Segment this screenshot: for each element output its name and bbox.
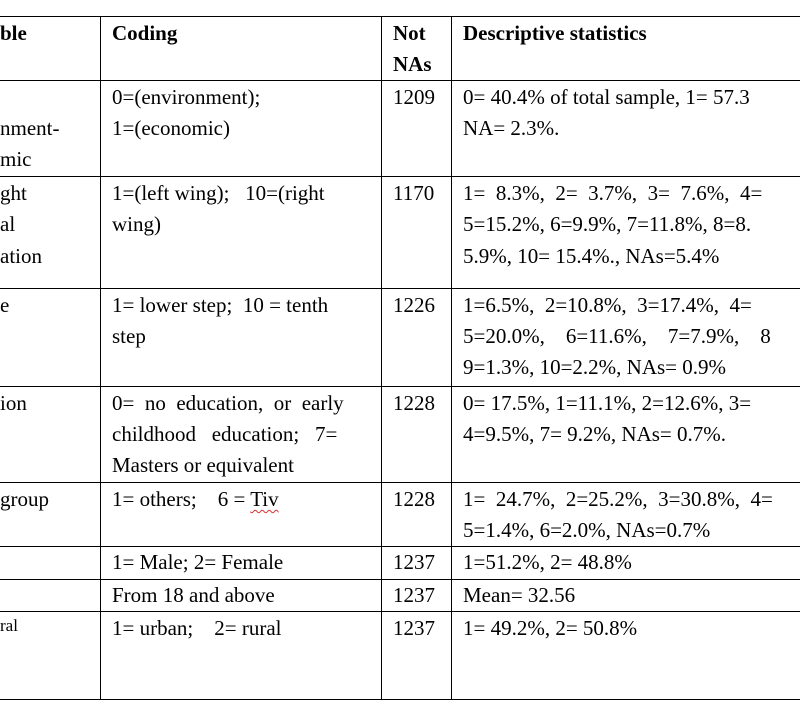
row-1-variable-line-3: mic xyxy=(0,147,32,171)
table-rule-col-3 xyxy=(451,16,452,700)
row-8-stats-line-1: 1= 49.2%, 2= 50.8% xyxy=(463,616,638,640)
row-4-variable-line-1: ion xyxy=(0,391,27,415)
row-5-variable-line-1: group xyxy=(0,487,49,511)
row-1-stats-line-1: 0= 40.4% of total sample, 1= 57.3 xyxy=(463,85,750,109)
row-2-coding-line-2: wing) xyxy=(112,212,161,236)
table-rule-col-2 xyxy=(381,16,382,700)
row-2-variable-line-1: ght xyxy=(0,181,27,205)
row-4-coding-line-3: Masters or equivalent xyxy=(112,453,294,477)
row-2-stats-line-2: 5=15.2%, 6=9.9%, 7=11.8%, 8=8. xyxy=(463,212,752,236)
table-rule-row-4 xyxy=(0,482,800,483)
row-7-coding-line-1: From 18 and above xyxy=(112,583,275,607)
row-5-coding-prefix: 1= others; 6 = xyxy=(112,487,251,511)
row-5-stats-line-1: 1= 24.7%, 2=25.2%, 3=30.8%, 4= xyxy=(463,487,773,511)
table-rule-top xyxy=(0,16,800,17)
row-6-count: 1237 xyxy=(393,550,435,574)
row-8-coding-line-1: 1= urban; 2= rural xyxy=(112,616,282,640)
row-3-variable-line-1: e xyxy=(0,293,10,317)
row-4-stats-line-1: 0= 17.5%, 1=11.1%, 2=12.6%, 3= xyxy=(463,391,752,415)
row-4-coding-line-1: 0= no education, or early xyxy=(112,391,344,415)
row-8-variable-line-1: ral xyxy=(0,616,18,635)
header-not-nas-line-1: Not xyxy=(393,21,426,45)
row-2-variable-line-2: al xyxy=(0,212,16,236)
row-5-coding-tiv-word: Tiv xyxy=(250,487,279,511)
row-1-stats-line-2: NA= 2.3%. xyxy=(463,116,560,140)
row-1-count: 1209 xyxy=(393,85,435,109)
row-1-coding-line-1: 0=(environment); xyxy=(112,85,261,109)
row-4-stats-line-2: 4=9.5%, 7= 9.2%, NAs= 0.7%. xyxy=(463,422,727,446)
table-rule-row-2 xyxy=(0,288,800,289)
row-7-count: 1237 xyxy=(393,583,435,607)
row-5-stats-line-2: 5=1.4%, 6=2.0%, NAs=0.7% xyxy=(463,518,711,542)
row-2-count: 1170 xyxy=(393,181,435,205)
row-8-count: 1237 xyxy=(393,616,435,640)
row-3-coding-line-2: step xyxy=(112,324,146,348)
row-3-stats-line-3: 9=1.3%, 10=2.2%, NAs= 0.9% xyxy=(463,355,727,379)
table-rule-row-1 xyxy=(0,176,800,177)
row-6-coding-line-1: 1= Male; 2= Female xyxy=(112,550,284,574)
row-2-stats-line-1: 1= 8.3%, 2= 3.7%, 3= 7.6%, 4= xyxy=(463,181,763,205)
row-7-stats-line-1: Mean= 32.56 xyxy=(463,583,576,607)
row-2-stats-line-3: 5.9%, 10= 15.4%., NAs=5.4% xyxy=(463,244,720,268)
row-6-stats-line-1: 1=51.2%, 2= 48.8% xyxy=(463,550,632,574)
row-4-coding-line-2: childhood education; 7= xyxy=(112,422,338,446)
row-1-variable-line-2: nment- xyxy=(0,116,60,140)
row-3-coding-line-1: 1= lower step; 10 = tenth xyxy=(112,293,329,317)
row-3-stats-line-1: 1=6.5%, 2=10.8%, 3=17.4%, 4= xyxy=(463,293,752,317)
row-1-coding-line-2: 1=(economic) xyxy=(112,116,230,140)
table-rule-row-3 xyxy=(0,386,800,387)
row-3-stats-line-2: 5=20.0%, 6=11.6%, 7=7.9%, 8 xyxy=(463,324,771,348)
table-rule-col-1 xyxy=(100,16,101,700)
table-rule-bottom xyxy=(0,699,800,700)
row-5-count: 1228 xyxy=(393,487,435,511)
row-4-count: 1228 xyxy=(393,391,435,415)
header-descriptive-statistics: Descriptive statistics xyxy=(463,21,647,45)
row-2-coding-line-1: 1=(left wing); 10=(right xyxy=(112,181,325,205)
row-3-count: 1226 xyxy=(393,293,435,317)
header-variable: ble xyxy=(0,21,27,45)
row-2-variable-line-3: ation xyxy=(0,244,42,268)
header-not-nas-line-2: NAs xyxy=(393,52,432,76)
row-5-coding-line-1 xyxy=(112,484,279,515)
table-rule-header xyxy=(0,80,800,81)
header-coding: Coding xyxy=(112,21,178,45)
table-rule-row-7 xyxy=(0,611,800,612)
